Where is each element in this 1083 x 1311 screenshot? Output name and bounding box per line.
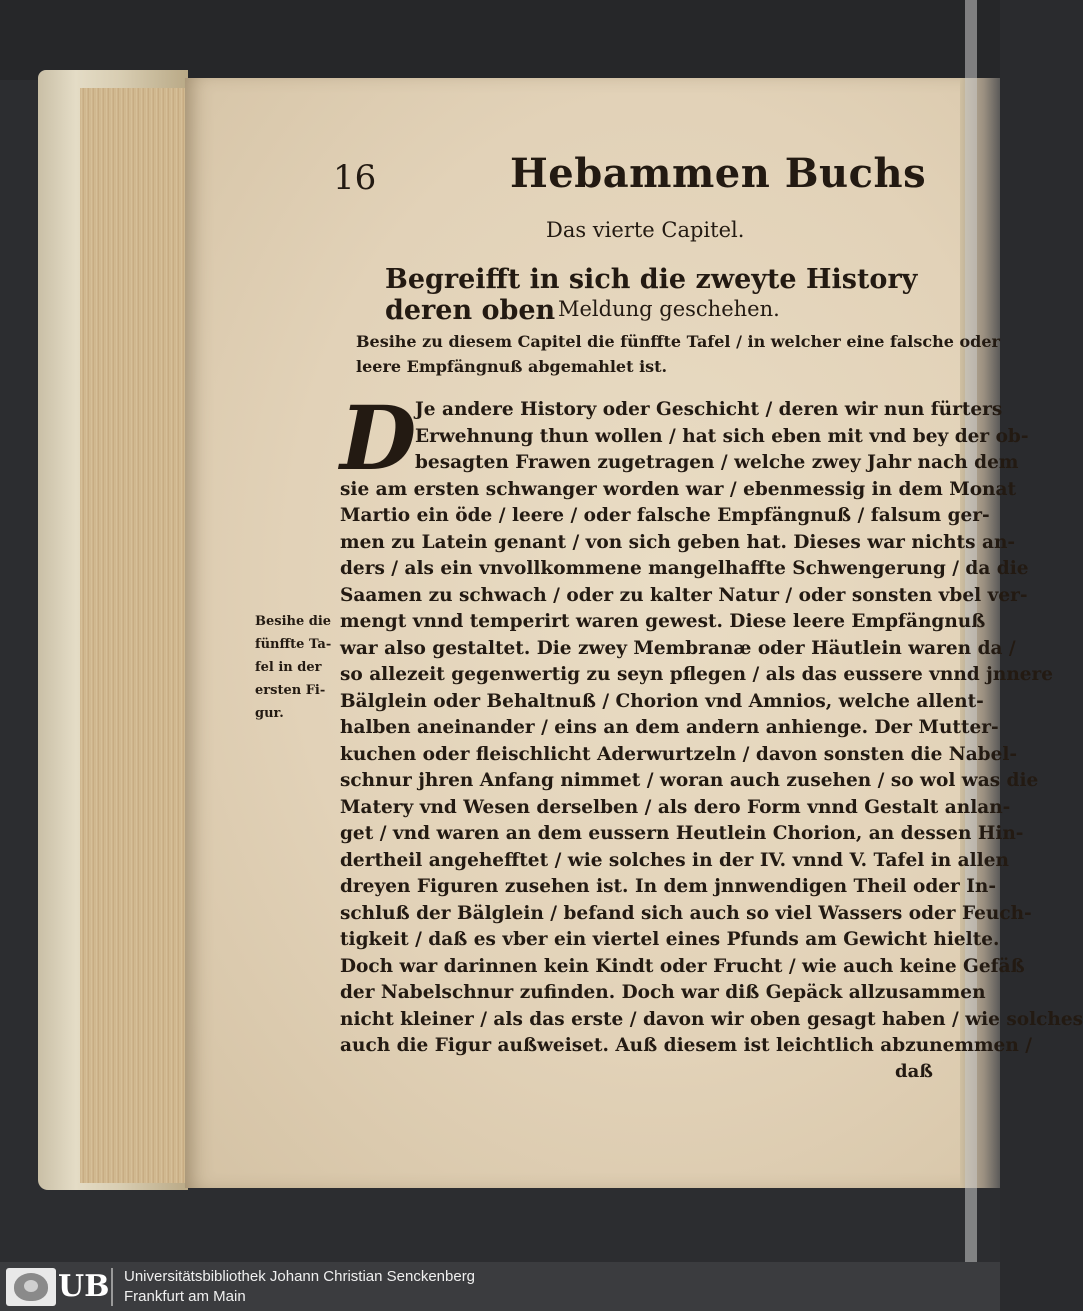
- body-line: dreyen Figuren zusehen ist. In dem jnnwendigen Theil oder In-: [340, 876, 997, 897]
- marginal-note-line: gur.: [255, 706, 284, 721]
- body-line: kuchen oder fleischlicht Aderwurtzeln / davon sonsten die Nabel-: [340, 743, 1018, 765]
- body-line: besagten Frawen zugetragen / welche zwey Jahr nach dem: [415, 452, 1019, 473]
- chapter-summary-line-2: Meldung geschehen.: [558, 297, 780, 321]
- library-footer: [0, 1262, 1000, 1311]
- chapter-summary-line-1: Begreifft in sich die zweyte History deren oben: [385, 264, 918, 326]
- body-line: Erwehnung thun wollen / hat sich eben mit vnd bey der ob-: [415, 425, 1029, 447]
- body-line: men zu Latein genant / von sich geben hat. Dieses war nichts an-: [340, 531, 1016, 553]
- catchword: daß: [895, 1061, 933, 1082]
- marginal-note-line: Besihe die: [255, 614, 332, 629]
- body-line: schnur jhren Anfang nimmet / woran auch zusehen / so wol was die: [340, 770, 1039, 791]
- marginal-note-line: fel in der: [255, 660, 322, 675]
- body-line: tigkeit / daß es vber ein viertel eines Pfunds am Gewicht hielte.: [340, 929, 1000, 950]
- book-board: [0, 0, 1000, 80]
- institution-name: Universitätsbibliothek Johann Christian Senckenberg: [124, 1268, 476, 1285]
- page-number: 16: [333, 158, 377, 198]
- reference-line-2: leere Empfängnuß abgemahlet ist.: [356, 357, 668, 376]
- body-line: schluß der Bälglein / befand sich auch so viel Wassers oder Feuch-: [340, 902, 1032, 924]
- body-line: auch die Figur außweiset. Auß diesem ist leichtlich abzunemmen /: [340, 1035, 1032, 1056]
- marginal-note: [255, 610, 335, 725]
- body-line: ders / als ein vnvollkommene mangelhaffte Schwengerung / da die: [340, 558, 1029, 579]
- body-line: get / vnd waren an dem eussern Heutlein Chorion, an dessen Hin-: [340, 823, 1024, 844]
- body-line: nicht kleiner / als das erste / davon wir oben gesagt haben / wie solches: [340, 1008, 1083, 1030]
- library-logo-text: UB: [58, 1269, 110, 1304]
- chapter-heading: Das vierte Capitel.: [546, 218, 745, 242]
- reference-line-1: Besihe zu diesem Capitel die fünffte Tafel / in welcher eine falsche oder: [356, 332, 1000, 351]
- body-line: Saamen zu schwach / oder zu kalter Natur / oder sonsten vbel ver-: [340, 584, 1028, 606]
- institution-city: Frankfurt am Main: [124, 1288, 246, 1305]
- running-head: Hebammen Buchs: [510, 150, 927, 197]
- body-line: war also gestaltet. Die zwey Membranæ oder Häutlein waren da /: [340, 637, 1016, 659]
- body-line: der Nabelschnur zufinden. Doch war diß Gepäck allzusammen: [340, 982, 986, 1003]
- body-line: sie am ersten schwanger worden war / ebenmessig in dem Monat: [340, 478, 1017, 500]
- body-line: Matery vnd Wesen derselben / als dero Form vnnd Gestalt anlan-: [340, 796, 1011, 818]
- body-line: Martio ein öde / leere / oder falsche Empfängnuß / falsum ger-: [340, 505, 990, 526]
- body-line: dertheil angehefftet / wie solches in der IV. vnnd V. Tafel in allen: [340, 849, 1009, 871]
- marginal-note-line: fünffte Ta-: [255, 637, 332, 652]
- body-line: Bälglein oder Behaltnuß / Chorion vnd Amnios, welche allent-: [340, 690, 984, 712]
- decorated-initial: D: [340, 386, 417, 490]
- body-line: halben aneinander / eins an dem andern anhienge. Der Mutter-: [340, 717, 999, 738]
- body-line: Je andere History oder Geschicht / deren wir nun fürters: [415, 399, 1003, 420]
- logo-divider: [111, 1268, 113, 1306]
- page-block-edges: [80, 88, 192, 1183]
- body-line: Doch war darinnen kein Kindt oder Frucht / wie auch keine Gefäß: [340, 955, 1025, 977]
- marginal-note-line: ersten Fi-: [255, 683, 326, 698]
- body-line: mengt vnnd temperirt waren gewest. Diese leere Empfängnuß: [340, 611, 986, 632]
- body-line: so allezeit gegenwertig zu seyn pflegen / als das eussere vnnd jnnere: [340, 664, 1054, 685]
- library-emblem-icon: [6, 1268, 56, 1306]
